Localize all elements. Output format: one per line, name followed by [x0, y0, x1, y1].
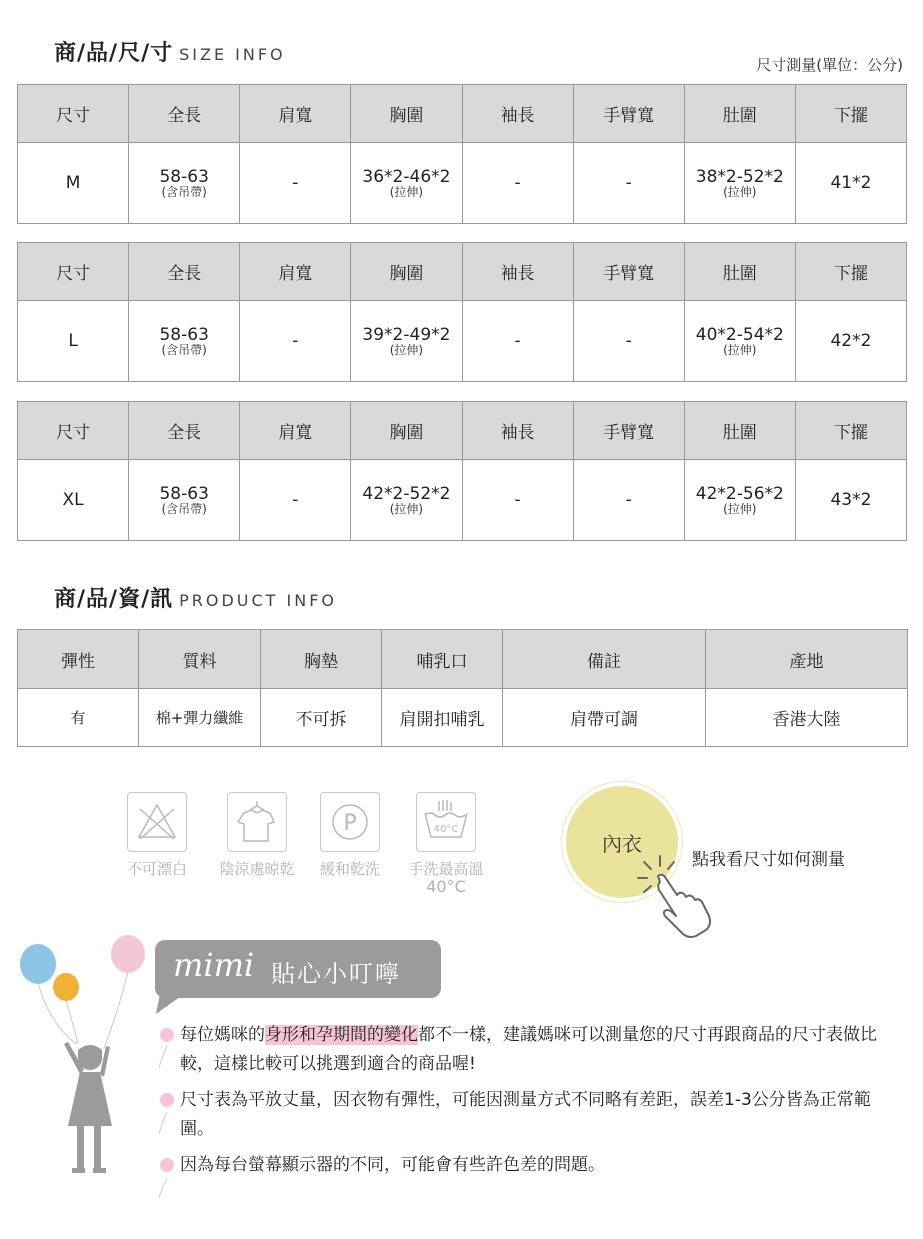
size-info-title-zh: 商/品/尺/寸	[54, 41, 174, 66]
size-cell: M	[18, 143, 129, 224]
stretch-note: (拉伸)	[389, 342, 424, 357]
length-value: 58-63	[159, 324, 209, 345]
header-cell: 備註	[503, 630, 706, 689]
header-cell: 肩寬	[240, 85, 351, 143]
origin-value: 香港大陸	[706, 689, 908, 747]
strap-note: (含吊帶)	[161, 184, 207, 199]
header-cell: 尺寸	[18, 85, 129, 143]
size-cell: L	[18, 301, 129, 382]
care-label-temp: 40°C	[426, 877, 466, 896]
arm-cell: -	[573, 143, 684, 224]
sleeve-cell: -	[462, 460, 573, 541]
svg-text:P: P	[343, 811, 357, 836]
header-cell: 手臂寬	[573, 243, 684, 301]
chest-value: 39*2-49*2	[362, 324, 451, 345]
size-row	[18, 460, 907, 541]
care-no-bleach	[117, 792, 197, 878]
care-shade-dry	[207, 792, 307, 878]
chest-value: 36*2-46*2	[362, 166, 451, 187]
care-label: 陰涼處晾乾	[219, 860, 295, 878]
header-cell: 肚圍	[684, 85, 795, 143]
arm-cell: -	[573, 301, 684, 382]
product-info-title	[54, 582, 337, 613]
header-cell: 胸圍	[351, 243, 462, 301]
product-info-header-row	[18, 630, 908, 689]
tips-brand: mimi	[173, 946, 255, 984]
size-table-header-row	[18, 402, 907, 460]
belly-value: 40*2-54*2	[695, 324, 784, 345]
belly-cell	[684, 301, 795, 382]
header-cell: 胸墊	[261, 630, 382, 689]
stretch-note: (拉伸)	[389, 501, 424, 516]
header-cell: 質料	[139, 630, 261, 689]
hem-cell: 42*2	[795, 301, 906, 382]
header-cell: 手臂寬	[573, 402, 684, 460]
header-cell: 袖長	[462, 85, 573, 143]
header-cell: 尺寸	[18, 402, 129, 460]
length-cell	[129, 301, 240, 382]
length-cell	[129, 143, 240, 224]
care-gentle-dry-clean	[310, 792, 390, 878]
header-cell: 全長	[129, 85, 240, 143]
header-cell: 胸圍	[351, 85, 462, 143]
header-cell: 下擺	[795, 402, 906, 460]
product-info-value-row	[18, 689, 908, 747]
header-cell: 全長	[129, 402, 240, 460]
header-cell: 尺寸	[18, 243, 129, 301]
tip-item-1	[180, 1021, 900, 1079]
length-value: 58-63	[159, 166, 209, 187]
care-label: 手洗最高溫	[408, 860, 484, 878]
header-cell: 袖長	[462, 402, 573, 460]
belly-value: 38*2-52*2	[695, 166, 784, 187]
header-cell: 肚圍	[684, 402, 795, 460]
product-info-title-zh: 商/品/資/訊	[54, 587, 174, 612]
header-cell: 袖長	[462, 243, 573, 301]
chest-cell	[351, 301, 462, 382]
size-cell: XL	[18, 460, 129, 541]
tip-item-3: 因為每台螢幕顯示器的不同，可能會有些許色差的問題。	[180, 1155, 605, 1175]
chest-cell	[351, 143, 462, 224]
product-info-table	[17, 629, 908, 747]
nursing-opening-value: 肩開扣哺乳	[382, 689, 503, 747]
hand-wash-temp: 40°C	[433, 824, 459, 835]
stretch-note: (拉伸)	[723, 501, 757, 516]
hand-wash-icon	[416, 792, 476, 852]
orange-balloon	[53, 973, 79, 1001]
blue-balloon	[20, 944, 56, 984]
stretch-note: (拉伸)	[723, 342, 757, 357]
header-cell: 下擺	[795, 85, 906, 143]
hem-cell: 43*2	[795, 460, 906, 541]
tip-item-2: 尺寸表為平放丈量，因衣物有彈性，可能因測量方式不同略有差距，誤差1-3公分皆為正常範圍。	[180, 1090, 871, 1139]
size-table-l	[17, 242, 907, 382]
remark-value: 肩帶可調	[503, 689, 706, 747]
gentle-dry-clean-icon	[320, 792, 380, 852]
size-row	[18, 301, 907, 382]
hem-cell: 41*2	[795, 143, 906, 224]
elasticity-value: 有	[18, 689, 139, 747]
chest-cell	[351, 460, 462, 541]
pink-balloon	[111, 935, 145, 973]
stretch-note: (拉伸)	[723, 184, 757, 199]
pad-value: 不可拆	[261, 689, 382, 747]
arm-cell: -	[573, 460, 684, 541]
tip-connector-lines	[156, 1040, 170, 1200]
size-info-title	[54, 36, 286, 67]
header-cell: 產地	[706, 630, 908, 689]
product-info-title-en: PRODUCT INFO	[179, 591, 338, 610]
no-bleach-icon	[127, 792, 187, 852]
size-row	[18, 143, 907, 224]
speech-tail-icon	[150, 994, 190, 1016]
length-value: 58-63	[159, 483, 209, 504]
shoulder-cell: -	[240, 301, 351, 382]
care-hand-wash	[398, 792, 494, 896]
material-value: 棉+彈力纖維	[139, 689, 261, 747]
measure-circle-label: 內衣	[602, 832, 642, 856]
measure-guide-link[interactable]: 點我看尺寸如何測量	[692, 850, 845, 870]
tips-banner	[155, 940, 441, 998]
tip1-text-post: 都不一樣，建議媽咪可以測量您的尺寸再跟商品的尺寸表做比較，這樣比較可以挑選到適合的商品喔!	[180, 1025, 877, 1074]
size-table-header-row	[18, 243, 907, 301]
tip1-text-pre: 每位媽咪的	[180, 1025, 265, 1045]
header-cell: 哺乳口	[382, 630, 503, 689]
shoulder-cell: -	[240, 143, 351, 224]
header-cell: 彈性	[18, 630, 139, 689]
belly-cell	[684, 460, 795, 541]
stretch-note: (拉伸)	[389, 184, 424, 199]
shoulder-cell: -	[240, 460, 351, 541]
unit-note: 尺寸測量(單位：公分)	[756, 56, 903, 74]
size-table-header-row	[18, 85, 907, 143]
size-table-m	[17, 84, 907, 224]
header-cell: 下擺	[795, 243, 906, 301]
header-cell: 肩寬	[240, 243, 351, 301]
header-cell: 全長	[129, 243, 240, 301]
header-cell: 肚圍	[684, 243, 795, 301]
header-cell: 手臂寬	[573, 85, 684, 143]
chest-value: 42*2-52*2	[362, 483, 451, 504]
sleeve-cell: -	[462, 301, 573, 382]
strap-note: (含吊帶)	[161, 342, 207, 357]
tips-title: 貼心小叮嚀	[271, 960, 401, 988]
balloon-strings	[38, 972, 128, 1048]
belly-cell	[684, 143, 795, 224]
header-cell: 肩寬	[240, 402, 351, 460]
shade-dry-icon	[227, 792, 287, 852]
girl-silhouette	[64, 1042, 112, 1173]
length-cell	[129, 460, 240, 541]
balloon-girl-illustration	[18, 932, 150, 1204]
size-table-xl	[17, 401, 907, 541]
header-cell: 胸圍	[351, 402, 462, 460]
belly-value: 42*2-56*2	[695, 483, 784, 504]
tip1-highlight: 身形和孕期間的變化	[265, 1025, 418, 1045]
strap-note: (含吊帶)	[161, 501, 207, 516]
care-label: 緩和乾洗	[319, 860, 380, 878]
size-info-title-en: SIZE INFO	[179, 45, 286, 64]
sleeve-cell: -	[462, 143, 573, 224]
care-label: 不可漂白	[126, 860, 187, 878]
